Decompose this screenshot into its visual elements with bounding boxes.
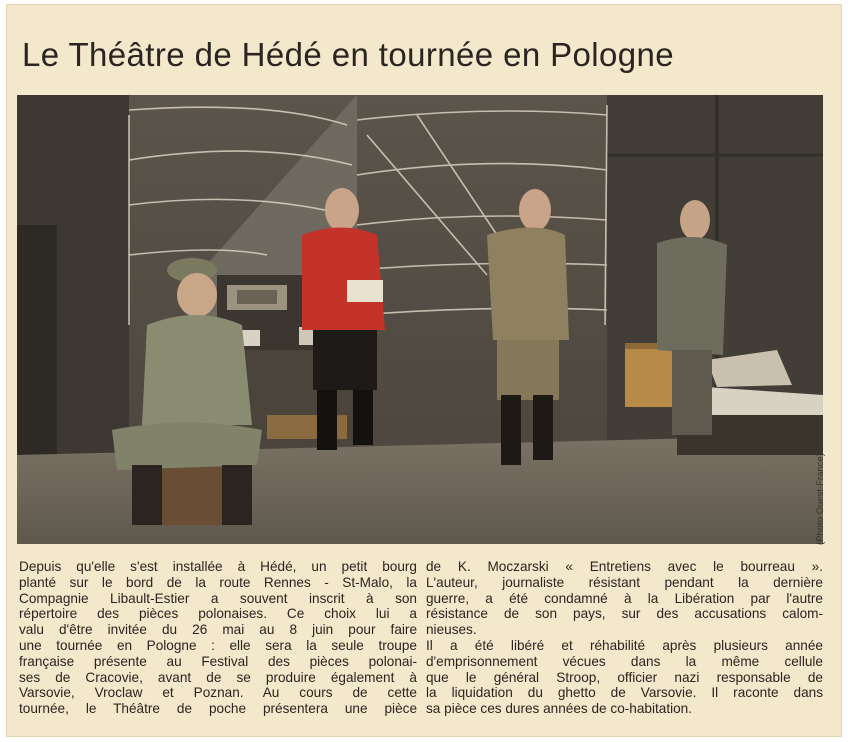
text-line: Compagnie Libault-Estier a souvent inscrit à son — [19, 590, 417, 606]
text-line: une tournée en Pologne : elle sera la seule troupe — [19, 637, 417, 653]
text-line: valu d'être invitée du 26 mai au 8 juin pour faire — [19, 622, 417, 638]
text-line: française présente au Festival des pièces polonai- — [19, 653, 417, 669]
text-line: répertoire des pièces polonaises. Ce choix lui a — [19, 606, 417, 622]
text-line: nieuses. — [426, 622, 477, 638]
text-line: d'emprisonnement vécues dans la même cellule — [426, 653, 823, 669]
text-line: L'auteur, journaliste résistant pendant la dernière — [426, 574, 823, 590]
text-line: Varsovie, Vroclaw et Poznan. Au cours de cette — [19, 685, 417, 701]
text-line: de K. Moczarski « Entretiens avec le bourreau ». — [426, 559, 823, 574]
text-line: résistance de son pays, sur des accusations calom- — [426, 606, 823, 622]
photo-credit: (Photo Ouest-France) — [815, 453, 826, 545]
text-line: planté sur le bord de la route Rennes - St-Malo, la — [19, 574, 417, 590]
text-line: tournée, le Théâtre de poche présentera une pièce — [19, 701, 417, 717]
headline: Le Théâtre de Hédé en tournée en Pologne — [22, 36, 675, 73]
stage-photo — [17, 95, 823, 544]
text-line: la liquidation du ghetto de Varsovie. Il raconte dans — [426, 685, 823, 701]
article-column-right — [426, 559, 823, 717]
text-line: ses de Cracovie, avant de se produire également à — [19, 669, 417, 685]
article-column-left — [19, 559, 417, 717]
text-line: guerre, a été condamné à la Libération par l'autre — [426, 590, 823, 606]
text-line: Depuis qu'elle s'est installée à Hédé, un petit bourg — [19, 559, 417, 574]
text-line: Il a été libéré et réhabilité après plusieurs année — [426, 637, 823, 653]
text-line: que le général Stroop, officier nazi responsable de — [426, 669, 823, 685]
text-line: sa pièce ces dures années de co-habitation. — [426, 701, 693, 717]
